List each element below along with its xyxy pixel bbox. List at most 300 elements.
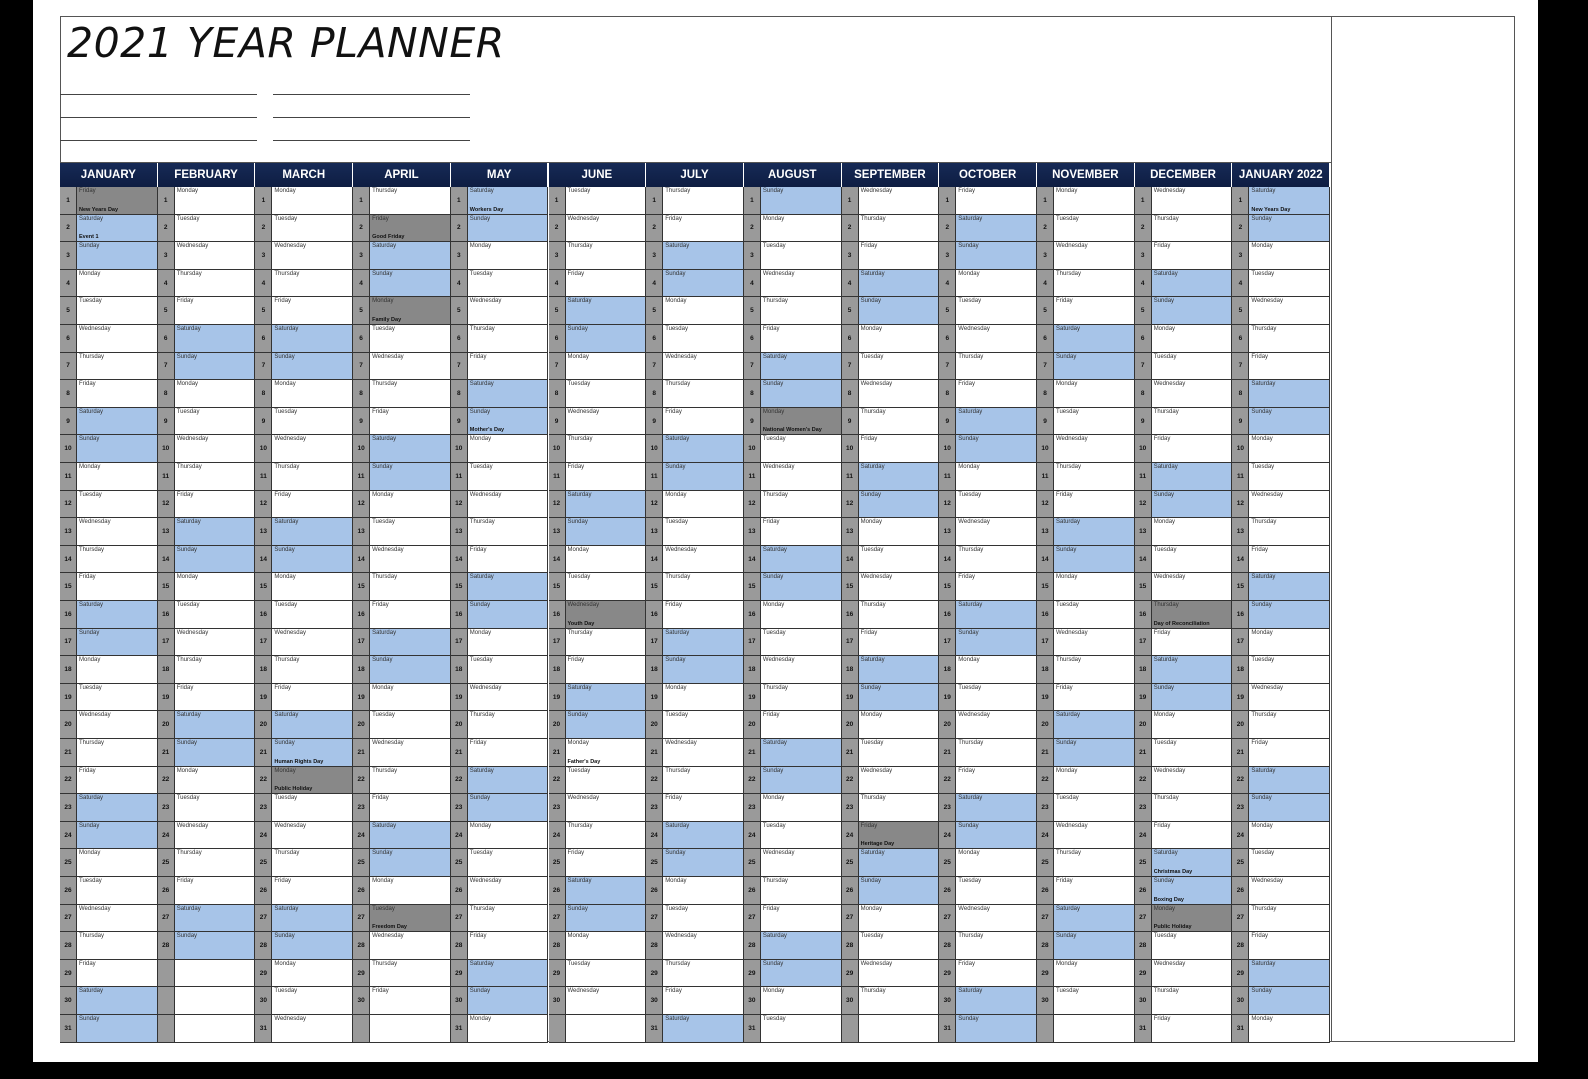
day-cell[interactable] — [451, 325, 549, 353]
day-cell[interactable] — [451, 491, 549, 519]
day-cell[interactable] — [1232, 463, 1330, 491]
day-cell[interactable] — [842, 242, 940, 270]
day-cell[interactable] — [1232, 435, 1330, 463]
day-cell[interactable] — [1037, 629, 1135, 657]
day-cell[interactable] — [1232, 932, 1330, 960]
note-line[interactable] — [273, 94, 470, 95]
day-cell[interactable] — [353, 435, 451, 463]
day-cell[interactable] — [939, 187, 1037, 215]
day-cell[interactable] — [451, 546, 549, 574]
day-cell[interactable] — [1037, 242, 1135, 270]
day-cell[interactable] — [1135, 215, 1233, 243]
day-cell[interactable] — [939, 408, 1037, 436]
day-cell[interactable] — [353, 794, 451, 822]
day-cell[interactable] — [842, 215, 940, 243]
day-cell[interactable] — [646, 849, 744, 877]
day-cell[interactable] — [842, 684, 940, 712]
day-cell[interactable] — [939, 849, 1037, 877]
day-cell[interactable] — [744, 601, 842, 629]
day-cell[interactable] — [158, 601, 256, 629]
day-cell[interactable] — [549, 822, 647, 850]
day-cell[interactable] — [549, 463, 647, 491]
day-cell[interactable] — [842, 656, 940, 684]
day-cell[interactable] — [255, 325, 353, 353]
day-cell[interactable] — [744, 767, 842, 795]
day-cell[interactable] — [939, 435, 1037, 463]
day-cell[interactable] — [549, 491, 647, 519]
day-cell[interactable] — [1232, 242, 1330, 270]
day-cell[interactable] — [353, 573, 451, 601]
note-line[interactable] — [273, 117, 470, 118]
day-cell[interactable] — [1232, 325, 1330, 353]
day-cell[interactable] — [158, 767, 256, 795]
day-cell[interactable] — [646, 463, 744, 491]
day-cell[interactable] — [744, 960, 842, 988]
day-cell[interactable] — [939, 794, 1037, 822]
day-cell[interactable] — [255, 573, 353, 601]
day-cell[interactable] — [451, 794, 549, 822]
day-cell[interactable] — [60, 325, 158, 353]
day-cell[interactable] — [1037, 960, 1135, 988]
day-cell[interactable] — [1037, 822, 1135, 850]
day-cell[interactable] — [1232, 215, 1330, 243]
day-cell[interactable] — [60, 518, 158, 546]
day-cell[interactable] — [646, 491, 744, 519]
day-cell[interactable] — [842, 297, 940, 325]
day-cell[interactable] — [158, 297, 256, 325]
day-cell[interactable] — [451, 960, 549, 988]
day-cell[interactable] — [255, 297, 353, 325]
day-cell[interactable] — [842, 794, 940, 822]
day-cell[interactable] — [353, 932, 451, 960]
day-cell[interactable] — [744, 877, 842, 905]
day-cell[interactable] — [646, 546, 744, 574]
day-cell[interactable] — [255, 711, 353, 739]
day-cell[interactable] — [1232, 877, 1330, 905]
day-cell[interactable] — [1135, 353, 1233, 381]
day-cell[interactable] — [1037, 656, 1135, 684]
day-cell[interactable] — [939, 325, 1037, 353]
day-cell[interactable] — [939, 987, 1037, 1015]
day-cell[interactable] — [1232, 297, 1330, 325]
day-cell[interactable] — [158, 711, 256, 739]
day-cell[interactable] — [60, 905, 158, 933]
day-cell[interactable] — [939, 711, 1037, 739]
day-cell[interactable] — [1232, 491, 1330, 519]
day-cell[interactable] — [549, 215, 647, 243]
day-cell[interactable] — [1037, 408, 1135, 436]
day-cell[interactable] — [1037, 794, 1135, 822]
day-cell[interactable] — [158, 215, 256, 243]
day-cell[interactable] — [646, 711, 744, 739]
day-cell[interactable] — [60, 767, 158, 795]
day-cell[interactable] — [451, 739, 549, 767]
day-cell[interactable] — [744, 794, 842, 822]
day-cell[interactable] — [451, 905, 549, 933]
day-cell[interactable] — [1135, 242, 1233, 270]
day-cell[interactable] — [842, 187, 940, 215]
day-cell[interactable] — [1135, 463, 1233, 491]
day-cell[interactable] — [255, 684, 353, 712]
day-cell[interactable] — [939, 353, 1037, 381]
day-cell[interactable] — [646, 215, 744, 243]
day-cell[interactable] — [1037, 270, 1135, 298]
day-cell[interactable] — [353, 242, 451, 270]
day-cell[interactable] — [744, 325, 842, 353]
day-cell[interactable] — [158, 794, 256, 822]
day-cell[interactable] — [1037, 491, 1135, 519]
day-cell[interactable] — [1232, 380, 1330, 408]
day-cell[interactable] — [1135, 987, 1233, 1015]
day-cell[interactable] — [60, 380, 158, 408]
day-cell[interactable] — [744, 629, 842, 657]
day-cell[interactable] — [842, 435, 940, 463]
day-cell[interactable] — [646, 877, 744, 905]
day-cell[interactable] — [353, 601, 451, 629]
day-cell[interactable] — [842, 932, 940, 960]
day-cell[interactable] — [60, 297, 158, 325]
day-cell[interactable] — [744, 463, 842, 491]
day-cell[interactable] — [60, 739, 158, 767]
day-cell[interactable] — [1037, 297, 1135, 325]
day-cell[interactable] — [353, 629, 451, 657]
day-cell[interactable] — [158, 849, 256, 877]
day-cell[interactable] — [1135, 794, 1233, 822]
day-cell[interactable] — [158, 270, 256, 298]
day-cell[interactable] — [255, 794, 353, 822]
day-cell[interactable] — [842, 518, 940, 546]
day-cell[interactable] — [549, 408, 647, 436]
day-cell[interactable] — [1135, 573, 1233, 601]
day-cell[interactable] — [451, 877, 549, 905]
day-cell[interactable] — [1037, 573, 1135, 601]
day-cell[interactable] — [939, 767, 1037, 795]
day-cell[interactable] — [255, 463, 353, 491]
day-cell[interactable] — [744, 1015, 842, 1043]
day-cell[interactable] — [158, 629, 256, 657]
day-cell[interactable] — [353, 215, 451, 243]
day-cell[interactable] — [158, 822, 256, 850]
day-cell[interactable] — [255, 546, 353, 574]
day-cell[interactable] — [451, 629, 549, 657]
day-cell[interactable] — [451, 573, 549, 601]
day-cell[interactable] — [255, 656, 353, 684]
day-cell[interactable] — [353, 491, 451, 519]
day-cell[interactable] — [255, 822, 353, 850]
day-cell[interactable] — [1232, 353, 1330, 381]
day-cell[interactable] — [255, 767, 353, 795]
day-cell[interactable] — [1232, 822, 1330, 850]
day-cell[interactable] — [1232, 518, 1330, 546]
day-cell[interactable] — [353, 960, 451, 988]
day-cell[interactable] — [1037, 877, 1135, 905]
day-cell[interactable] — [1135, 656, 1233, 684]
day-cell[interactable] — [744, 656, 842, 684]
day-cell[interactable] — [1037, 187, 1135, 215]
day-cell[interactable] — [939, 1015, 1037, 1043]
day-cell[interactable] — [60, 684, 158, 712]
day-cell[interactable] — [1037, 711, 1135, 739]
day-cell[interactable] — [158, 932, 256, 960]
day-cell[interactable] — [158, 905, 256, 933]
day-cell[interactable] — [646, 987, 744, 1015]
day-cell[interactable] — [451, 242, 549, 270]
day-cell[interactable] — [646, 573, 744, 601]
day-cell[interactable] — [60, 242, 158, 270]
day-cell[interactable] — [158, 242, 256, 270]
day-cell[interactable] — [1037, 380, 1135, 408]
day-cell[interactable] — [646, 270, 744, 298]
day-cell[interactable] — [646, 353, 744, 381]
day-cell[interactable] — [158, 739, 256, 767]
day-cell[interactable] — [549, 546, 647, 574]
day-cell[interactable] — [842, 573, 940, 601]
day-cell[interactable] — [1135, 435, 1233, 463]
note-line[interactable] — [60, 117, 257, 118]
day-cell[interactable] — [255, 601, 353, 629]
day-cell[interactable] — [1232, 656, 1330, 684]
day-cell[interactable] — [1135, 932, 1233, 960]
day-cell[interactable] — [939, 822, 1037, 850]
day-cell[interactable] — [353, 353, 451, 381]
day-cell[interactable] — [158, 573, 256, 601]
day-cell[interactable] — [60, 960, 158, 988]
day-cell[interactable] — [646, 822, 744, 850]
day-cell[interactable] — [255, 849, 353, 877]
day-cell[interactable] — [255, 987, 353, 1015]
day-cell[interactable] — [255, 960, 353, 988]
day-cell[interactable] — [1232, 767, 1330, 795]
day-cell[interactable] — [1135, 297, 1233, 325]
day-cell[interactable] — [842, 905, 940, 933]
day-cell[interactable] — [158, 656, 256, 684]
day-cell[interactable] — [451, 353, 549, 381]
day-cell[interactable] — [842, 767, 940, 795]
day-cell[interactable] — [744, 270, 842, 298]
day-cell[interactable] — [1135, 711, 1233, 739]
day-cell[interactable] — [939, 242, 1037, 270]
day-cell[interactable] — [353, 408, 451, 436]
day-cell[interactable] — [451, 849, 549, 877]
day-cell[interactable] — [451, 215, 549, 243]
day-cell[interactable] — [1037, 215, 1135, 243]
day-cell[interactable] — [451, 187, 549, 215]
day-cell[interactable] — [842, 601, 940, 629]
day-cell[interactable] — [939, 491, 1037, 519]
day-cell[interactable] — [255, 629, 353, 657]
day-cell[interactable] — [646, 960, 744, 988]
day-cell[interactable] — [1232, 573, 1330, 601]
day-cell[interactable] — [353, 297, 451, 325]
day-cell[interactable] — [744, 215, 842, 243]
day-cell[interactable] — [646, 905, 744, 933]
day-cell[interactable] — [646, 380, 744, 408]
day-cell[interactable] — [353, 711, 451, 739]
day-cell[interactable] — [451, 932, 549, 960]
day-cell[interactable] — [1037, 987, 1135, 1015]
day-cell[interactable] — [1232, 960, 1330, 988]
day-cell[interactable] — [939, 546, 1037, 574]
day-cell[interactable] — [1135, 877, 1233, 905]
note-line[interactable] — [60, 94, 257, 95]
day-cell[interactable] — [549, 629, 647, 657]
day-cell[interactable] — [549, 380, 647, 408]
day-cell[interactable] — [1232, 546, 1330, 574]
day-cell[interactable] — [158, 187, 256, 215]
day-cell[interactable] — [451, 435, 549, 463]
day-cell[interactable] — [158, 546, 256, 574]
day-cell[interactable] — [353, 270, 451, 298]
day-cell[interactable] — [939, 905, 1037, 933]
day-cell[interactable] — [1135, 849, 1233, 877]
day-cell[interactable] — [939, 380, 1037, 408]
day-cell[interactable] — [1232, 711, 1330, 739]
day-cell[interactable] — [1232, 629, 1330, 657]
day-cell[interactable] — [451, 297, 549, 325]
day-cell[interactable] — [60, 491, 158, 519]
day-cell[interactable] — [744, 987, 842, 1015]
day-cell[interactable] — [939, 684, 1037, 712]
day-cell[interactable] — [1135, 270, 1233, 298]
day-cell[interactable] — [549, 739, 647, 767]
day-cell[interactable] — [60, 573, 158, 601]
day-cell[interactable] — [158, 380, 256, 408]
day-cell[interactable] — [744, 711, 842, 739]
day-cell[interactable] — [1037, 849, 1135, 877]
day-cell[interactable] — [1232, 187, 1330, 215]
day-cell[interactable] — [1037, 767, 1135, 795]
note-line[interactable] — [273, 140, 470, 141]
day-cell[interactable] — [353, 877, 451, 905]
day-cell[interactable] — [842, 960, 940, 988]
day-cell[interactable] — [451, 518, 549, 546]
day-cell[interactable] — [60, 463, 158, 491]
day-cell[interactable] — [549, 242, 647, 270]
day-cell[interactable] — [60, 435, 158, 463]
day-cell[interactable] — [255, 1015, 353, 1043]
day-cell[interactable] — [353, 905, 451, 933]
day-cell[interactable] — [353, 546, 451, 574]
day-cell[interactable] — [744, 573, 842, 601]
day-cell[interactable] — [646, 187, 744, 215]
day-cell[interactable] — [60, 849, 158, 877]
day-cell[interactable] — [60, 187, 158, 215]
day-cell[interactable] — [842, 463, 940, 491]
day-cell[interactable] — [451, 656, 549, 684]
day-cell[interactable] — [939, 601, 1037, 629]
day-cell[interactable] — [1135, 491, 1233, 519]
day-cell[interactable] — [939, 739, 1037, 767]
day-cell[interactable] — [744, 242, 842, 270]
day-cell[interactable] — [646, 1015, 744, 1043]
day-cell[interactable] — [1135, 546, 1233, 574]
day-cell[interactable] — [549, 877, 647, 905]
day-cell[interactable] — [549, 767, 647, 795]
day-cell[interactable] — [451, 270, 549, 298]
day-cell[interactable] — [939, 877, 1037, 905]
day-cell[interactable] — [549, 518, 647, 546]
day-cell[interactable] — [158, 463, 256, 491]
day-cell[interactable] — [255, 518, 353, 546]
day-cell[interactable] — [744, 546, 842, 574]
note-line[interactable] — [60, 140, 257, 141]
day-cell[interactable] — [646, 435, 744, 463]
day-cell[interactable] — [744, 905, 842, 933]
day-cell[interactable] — [744, 297, 842, 325]
day-cell[interactable] — [158, 435, 256, 463]
day-cell[interactable] — [842, 711, 940, 739]
day-cell[interactable] — [549, 987, 647, 1015]
day-cell[interactable] — [1135, 822, 1233, 850]
day-cell[interactable] — [1135, 905, 1233, 933]
day-cell[interactable] — [549, 849, 647, 877]
day-cell[interactable] — [646, 408, 744, 436]
day-cell[interactable] — [451, 767, 549, 795]
day-cell[interactable] — [646, 629, 744, 657]
day-cell[interactable] — [744, 491, 842, 519]
day-cell[interactable] — [1232, 849, 1330, 877]
day-cell[interactable] — [744, 435, 842, 463]
day-cell[interactable] — [842, 380, 940, 408]
day-cell[interactable] — [939, 932, 1037, 960]
day-cell[interactable] — [842, 546, 940, 574]
day-cell[interactable] — [1232, 408, 1330, 436]
day-cell[interactable] — [1232, 905, 1330, 933]
day-cell[interactable] — [353, 849, 451, 877]
day-cell[interactable] — [842, 877, 940, 905]
day-cell[interactable] — [1037, 684, 1135, 712]
day-cell[interactable] — [60, 656, 158, 684]
day-cell[interactable] — [842, 408, 940, 436]
day-cell[interactable] — [549, 684, 647, 712]
day-cell[interactable] — [1135, 629, 1233, 657]
day-cell[interactable] — [451, 601, 549, 629]
day-cell[interactable] — [255, 905, 353, 933]
day-cell[interactable] — [255, 353, 353, 381]
day-cell[interactable] — [60, 794, 158, 822]
day-cell[interactable] — [646, 601, 744, 629]
day-cell[interactable] — [939, 573, 1037, 601]
day-cell[interactable] — [60, 601, 158, 629]
day-cell[interactable] — [646, 242, 744, 270]
day-cell[interactable] — [549, 187, 647, 215]
day-cell[interactable] — [255, 435, 353, 463]
day-cell[interactable] — [1037, 739, 1135, 767]
day-cell[interactable] — [842, 739, 940, 767]
day-cell[interactable] — [60, 877, 158, 905]
day-cell[interactable] — [549, 573, 647, 601]
day-cell[interactable] — [1037, 518, 1135, 546]
day-cell[interactable] — [1037, 325, 1135, 353]
day-cell[interactable] — [255, 408, 353, 436]
day-cell[interactable] — [158, 684, 256, 712]
day-cell[interactable] — [939, 215, 1037, 243]
day-cell[interactable] — [60, 711, 158, 739]
day-cell[interactable] — [1135, 380, 1233, 408]
day-cell[interactable] — [939, 629, 1037, 657]
day-cell[interactable] — [842, 491, 940, 519]
day-cell[interactable] — [451, 408, 549, 436]
day-cell[interactable] — [646, 656, 744, 684]
day-cell[interactable] — [158, 877, 256, 905]
day-cell[interactable] — [842, 325, 940, 353]
day-cell[interactable] — [255, 187, 353, 215]
day-cell[interactable] — [158, 408, 256, 436]
day-cell[interactable] — [1037, 463, 1135, 491]
day-cell[interactable] — [646, 767, 744, 795]
day-cell[interactable] — [60, 1015, 158, 1043]
day-cell[interactable] — [255, 380, 353, 408]
